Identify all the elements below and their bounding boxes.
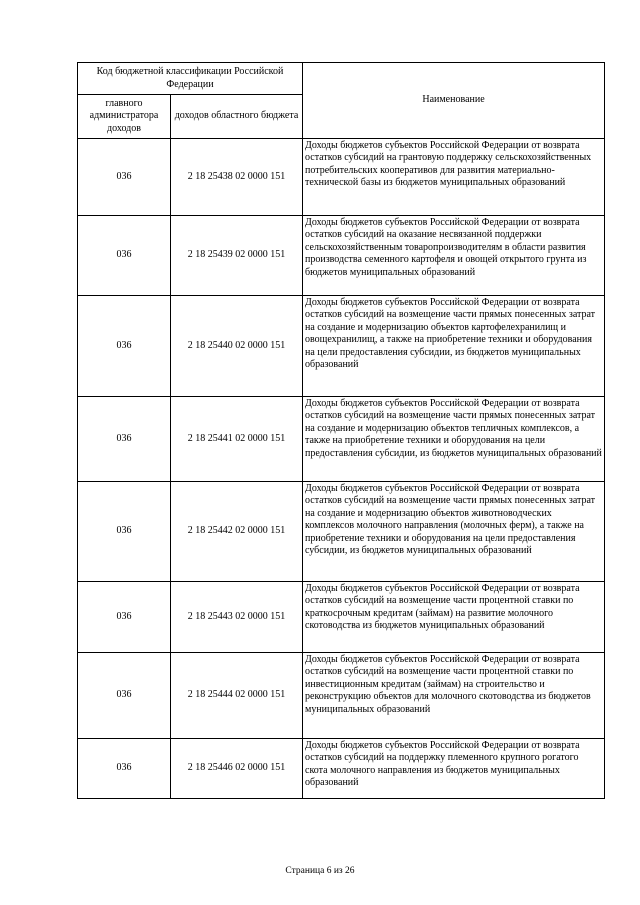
revenue-name-cell: Доходы бюджетов субъектов Российской Федерации от возврата остатков субсидий на поддержку племенного крупного рогатого скота молочного направления из бюджетов муниципальных образований <box>303 739 605 799</box>
revenue-code-cell: 2 18 25446 02 0000 151 <box>171 739 303 799</box>
admin-code-cell: 036 <box>78 482 171 582</box>
table-header <box>78 63 605 139</box>
table-row <box>78 397 605 482</box>
table-row <box>78 482 605 582</box>
revenue-name-cell: Доходы бюджетов субъектов Российской Федерации от возврата остатков субсидий на возмещение части прямых понесенных затрат на создание и модернизацию объектов тепличных комплексов, а также на приобретение техники и оборудования на цели предоставления субсидии, из бюджетов муниципальных образований <box>303 397 605 482</box>
revenue-name-cell: Доходы бюджетов субъектов Российской Федерации от возврата остатков субсидий на возмещение части процентной ставки по инвестиционным кредитам (займам) на строительство и реконструкцию объектов для молочного скотоводства из бюджетов муниципальных образований <box>303 653 605 739</box>
admin-code-cell: 036 <box>78 397 171 482</box>
admin-code-cell: 036 <box>78 139 171 216</box>
revenue-code-cell: 2 18 25441 02 0000 151 <box>171 397 303 482</box>
revenue-name-cell: Доходы бюджетов субъектов Российской Федерации от возврата остатков субсидий на возмещение части прямых понесенных затрат на создание и модернизацию объектов картофелехранилищ и овощехранилищ, а также на приобретение техники и оборудования на цели предоставления субсидии, из бюджетов муниципальных образований <box>303 296 605 397</box>
header-revenue-code: доходов областного бюджета <box>171 95 303 139</box>
admin-code-cell: 036 <box>78 216 171 296</box>
page-number: Страница 6 из 26 <box>285 866 355 876</box>
admin-code-cell: 036 <box>78 582 171 653</box>
revenue-code-cell: 2 18 25442 02 0000 151 <box>171 482 303 582</box>
revenue-code-cell: 2 18 25438 02 0000 151 <box>171 139 303 216</box>
table-row <box>78 739 605 799</box>
table-row <box>78 653 605 739</box>
admin-code-cell: 036 <box>78 739 171 799</box>
revenue-name-cell: Доходы бюджетов субъектов Российской Федерации от возврата остатков субсидий на грантовую поддержку сельскохозяйственных потребительских кооперативов для развития материально-технической базы из бюджетов муниципальных образований <box>303 139 605 216</box>
table-row <box>78 582 605 653</box>
revenue-name-cell: Доходы бюджетов субъектов Российской Федерации от возврата остатков субсидий на оказание несвязанной поддержки сельскохозяйственным товаропроизводителям в области развития производства семенного картофеля и овощей открытого грунта из бюджетов муниципальных образований <box>303 216 605 296</box>
revenue-code-cell: 2 18 25444 02 0000 151 <box>171 653 303 739</box>
revenue-code-cell: 2 18 25440 02 0000 151 <box>171 296 303 397</box>
budget-classification-table <box>77 62 605 799</box>
header-classification-code: Код бюджетной классификации Российской Федерации <box>78 63 303 95</box>
table-row <box>78 216 605 296</box>
revenue-code-cell: 2 18 25439 02 0000 151 <box>171 216 303 296</box>
table-row <box>78 139 605 216</box>
admin-code-cell: 036 <box>78 653 171 739</box>
table-body <box>78 139 605 799</box>
revenue-code-cell: 2 18 25443 02 0000 151 <box>171 582 303 653</box>
admin-code-cell: 036 <box>78 296 171 397</box>
revenue-name-cell: Доходы бюджетов субъектов Российской Федерации от возврата остатков субсидий на возмещение части прямых понесенных затрат на создание и модернизацию объектов животноводческих комплексов молочного направления (молочных ферм), а также на приобретение техники и оборудования на цели предоставления субсидии, из бюджетов муниципальных образований <box>303 482 605 582</box>
header-name: Наименование <box>303 63 605 139</box>
header-admin: главного администратора доходов <box>78 95 171 139</box>
revenue-name-cell: Доходы бюджетов субъектов Российской Федерации от возврата остатков субсидий на возмещение части процентной ставки по краткосрочным кредитам (займам) на развитие молочного скотоводства из бюджетов муниципальных образований <box>303 582 605 653</box>
table-row <box>78 296 605 397</box>
